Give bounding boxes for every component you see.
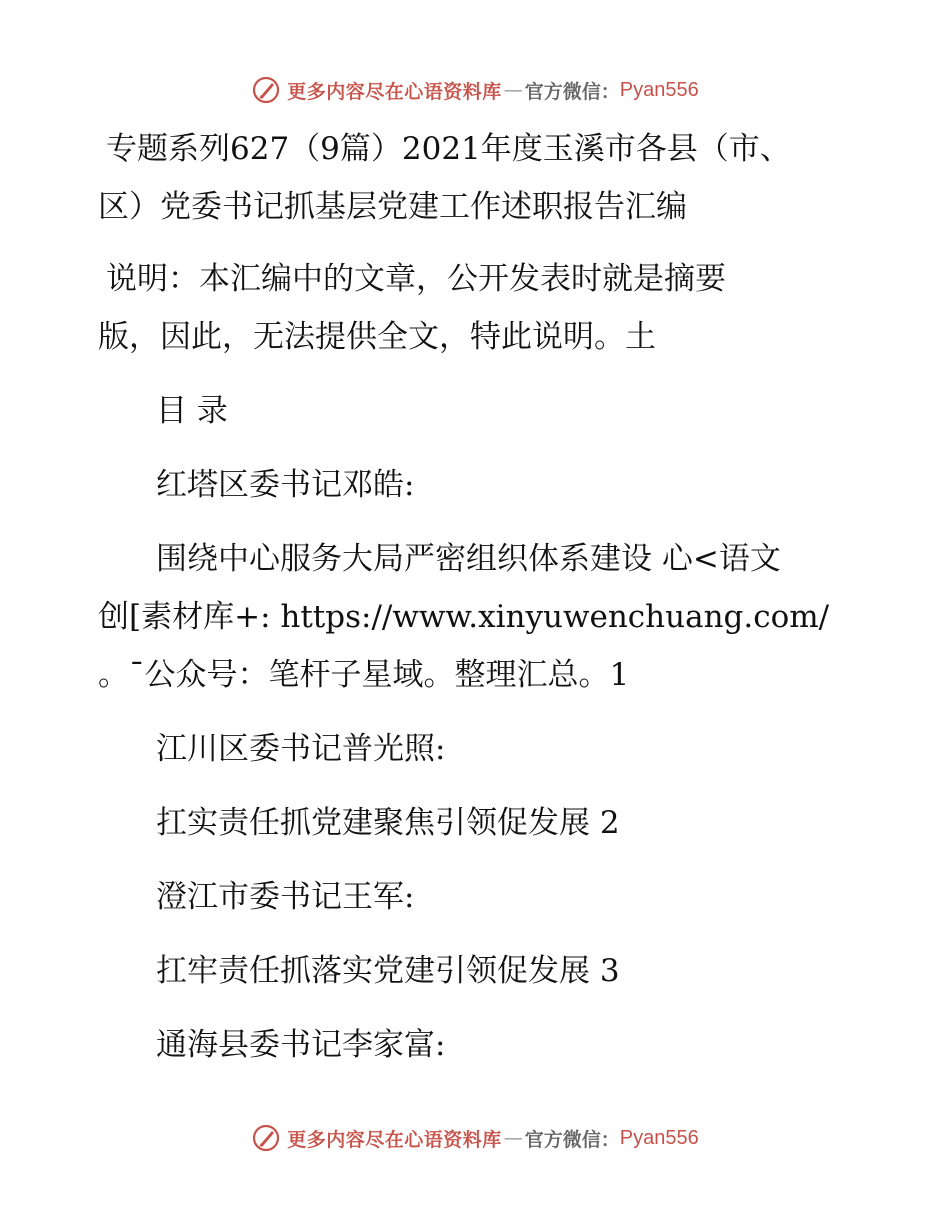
watermark-dash: —	[503, 1127, 523, 1149]
watermark-label: 官方微信：	[524, 1128, 620, 1151]
note-line-1: 说明：本汇编中的文章，公开发表时就是摘要	[106, 261, 726, 297]
toc-author: 澄江市委书记王军:	[156, 879, 415, 915]
toc-author: 江川区委书记普光照:	[156, 731, 446, 767]
watermark-label: 官方微信：	[524, 80, 620, 103]
watermark-dash: —	[503, 79, 523, 101]
toc-entry-line: 围绕中心服务大局严密组织体系建设 心<语文	[156, 541, 781, 577]
watermark-handle: Pyan556	[619, 1126, 699, 1149]
document-title-line-2: 区）党委书记抓基层党建工作述职报告汇编	[98, 189, 687, 225]
document-body	[98, 120, 850, 1074]
watermark-handle: Pyan556	[619, 78, 699, 101]
toc-author: 通海县委书记李家富:	[156, 1027, 446, 1063]
quill-pen-logo-icon	[251, 1123, 281, 1153]
toc-heading: 目 录	[156, 393, 228, 429]
note-line-2: 版，因此，无法提供全文，特此说明。土	[98, 319, 656, 355]
footer-watermark	[0, 1118, 950, 1158]
toc-entry-line: 创[素材库+: https://www.xinyuwenchuang.com/	[98, 599, 830, 635]
toc-entry-line: 扛牢责任抓落实党建引领促发展 3	[156, 953, 620, 989]
toc-entry-line: 。¯公众号：笔杆子星域。整理汇总。1	[98, 657, 630, 693]
watermark-brand: 更多内容尽在心语资料库	[287, 1128, 502, 1151]
toc-author: 红塔区委书记邓皓:	[156, 467, 415, 503]
quill-pen-logo-icon	[251, 75, 281, 105]
watermark-brand: 更多内容尽在心语资料库	[287, 80, 502, 103]
toc-entry-line: 扛实责任抓党建聚焦引领促发展 2	[156, 805, 620, 841]
header-watermark	[0, 70, 950, 110]
document-title-line-1: 专题系列627（9篇）2021年度玉溪市各县（市、	[106, 131, 791, 167]
